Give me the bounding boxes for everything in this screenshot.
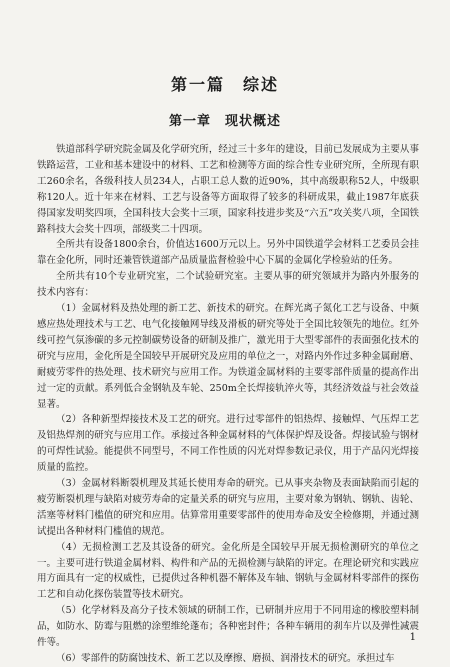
paragraph: （3）金属材料断裂机理及其延长使用寿命的研究。已从事夹杂物及表面缺陷而引起的疲劳断裂机理与缺陷对疲劳寿命的定量关系的研究与应用，主要对象为钢轨、钢轨、齿轮、活塞等材料门槛值的研究和应用。估算常用重要零部件的使用寿命及安全检修期，并通过测试提出各种材料门槛值的规范。 bbox=[37, 478, 419, 537]
paragraph: （2）各种新型焊接技术及工艺的研究。进行过零部件的铝热焊、接触焊、气压焊工艺及铝热焊剂的研究与应用工作。承接过各种金属材料的气体保护焊及设备。焊接试验与钢材的可焊性试验。能提供不同型号，不同工作性质的闪光对焊参数记录仪，用于产品闪光焊接质量的监控。 bbox=[37, 414, 419, 474]
paragraph: （1）金属材料及热处理的新工艺、新技术的研究。在辉光离子氮化工艺与设备、中频感应热处理技术与工艺、电气化接触网导线及滑板的研究等处于全国比较领先的地位。红外线可控气氛渗碳的多元控制碳势设备的研制及推广，激光用于大型零部件的表面强化技术的研究与应用，金化所是全国较早开展研究及应用的单位之一，对路内外作过多种金属耐磨、耐疲劳零件的热处理、技术研究与应用工作。为铁道金属材料的主要零部件质量的提高作出过一定的贡献。系列低合金钢轨及车轮、250m全长焊接轨淬火等，其经济效益与社会效益显著。 bbox=[37, 303, 419, 410]
paragraph: （4）无损检测工艺及其设备的研究。金化所是全国较早开展无损检测研究的单位之一。主要可进行铁道金属材料、构件和产品的无损检测与缺陷的评定。在理论研究和实践应用方面具有一定的权威性，已提供过各种机器不解体及车轴、钢轨与金属材料零部件的探伤工艺和自动化探伤装置等技术研究。 bbox=[37, 541, 419, 601]
page-number: 1 bbox=[409, 632, 416, 643]
paragraph: 全所共有设备1800余台，价值达1600万元以上。另外中国铁道学会材料工艺委员会挂靠在金化所，同时还兼管铁道部产品质量监督检验中心下属的金属化学检验站的任务。 bbox=[37, 239, 419, 267]
part-title: 第一篇 综述 bbox=[170, 75, 279, 94]
chapter-title: 第一章 现状概述 bbox=[168, 114, 281, 129]
paragraph: （5）化学材料及高分子技术领域的研制工作，已研制并应用于不同用途的橡胶塑料制品，如防水、防霉与阻燃的涂塑维纶蓬布；各种密封件；各种车辆用的刹车片以及弹性减震件等。 bbox=[37, 605, 419, 649]
paragraph: 铁道部科学研究院金属及化学研究所，经过三十多年的建设，目前已发展成为主要从事铁路运营，工业和基本建设中的材料、工艺和检测等方面的综合性专业研究所，全所现有职工260余名，各级科技人员234人，占职工总人数的近90%，其中高级职称52人，中级职称120人。近十年来在材料、工艺与设备等方面取得了较多的科研成果，截止1987年底获得国家发明奖四项，全国科技大会奖十三项，国家科技进步奖及“六五”攻关奖八项，全国铁路科技大会奖十四项，部级奖二十四项。 bbox=[37, 144, 419, 235]
paragraph: （6）零部件的防腐蚀技术、新工艺以及摩擦、磨损、润滑技术的研究。承担过车 bbox=[56, 653, 395, 664]
body-text bbox=[37, 142, 419, 667]
paragraph: 全所共有10个专业研究室，二个试验研究室。主要从事的研究领域并为路内外服务的技术内容有： bbox=[37, 271, 419, 299]
